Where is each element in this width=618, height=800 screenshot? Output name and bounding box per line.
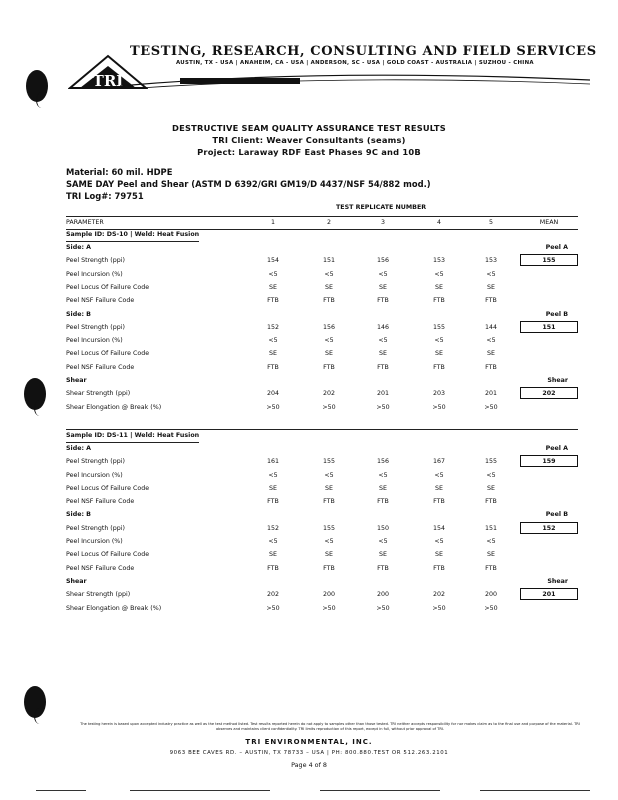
replicate-value: SE — [487, 350, 495, 358]
replicate-value: <5 — [268, 270, 278, 278]
replicate-value: 156 — [376, 257, 390, 265]
sample-title-row — [66, 229, 578, 241]
replicate-value: SE — [487, 283, 495, 291]
replicate-value: 153 — [432, 257, 446, 265]
replicate-value: <5 — [486, 538, 496, 545]
replicate-value: SE — [487, 484, 495, 492]
sample-title: Sample ID: DS-11 | Weld: Heat Fusion — [66, 430, 199, 443]
replicate-value: FTB — [433, 498, 445, 506]
table-row — [66, 255, 578, 267]
parameter-name: Shear Strength (ppi) — [66, 591, 131, 599]
replicate-value: <5 — [324, 471, 334, 479]
table-row — [66, 322, 578, 334]
mean-label: Shear — [547, 377, 568, 384]
replicate-value: SE — [379, 350, 387, 358]
replicate-value: SE — [487, 551, 495, 559]
replicate-value: 201 — [376, 390, 390, 398]
page-number: Page 4 of 8 — [291, 761, 327, 769]
replicate-value: <5 — [324, 270, 334, 278]
replicate-value: FTB — [323, 564, 335, 572]
replicate-value: >50 — [266, 604, 280, 612]
replicate-value: FTB — [323, 297, 335, 305]
mean-label: Peel B — [545, 310, 568, 318]
replicate-value: <5 — [324, 337, 334, 345]
table-row — [66, 362, 578, 374]
parameter-name: Peel Locus Of Failure Code — [66, 283, 150, 291]
replicate-value: 200 — [322, 591, 336, 599]
parameter-name: Shear Strength (ppi) — [66, 390, 131, 398]
replicate-value: 155 — [322, 524, 336, 532]
replicate-value: SE — [269, 283, 277, 291]
table-row — [66, 269, 578, 281]
section-label: Side: A — [66, 444, 92, 452]
replicate-value: SE — [325, 283, 333, 291]
replicate-value: SE — [435, 484, 443, 492]
replicate-value: 151 — [322, 257, 336, 265]
report-titles — [0, 122, 618, 158]
replicate-value: 152 — [266, 323, 280, 331]
table-row — [66, 470, 578, 482]
mean-label: Peel B — [545, 511, 568, 519]
replicate-value: <5 — [378, 337, 388, 345]
replicate-col-header: 4 — [436, 219, 441, 226]
replicate-value: 155 — [432, 323, 446, 331]
table-row — [66, 483, 578, 495]
parameter-name: Peel Strength (ppi) — [66, 524, 125, 532]
replicate-value: 202 — [322, 390, 336, 398]
table-row — [66, 456, 578, 468]
sample-title-row — [66, 430, 578, 442]
section-label: Side: B — [66, 310, 91, 318]
replicate-value: 153 — [484, 257, 498, 265]
table-row — [66, 563, 578, 575]
mean-value-box: 155 — [520, 254, 578, 266]
binder-hole-tail — [36, 92, 47, 108]
replicate-value: 151 — [484, 524, 498, 532]
replicate-value: >50 — [322, 403, 336, 411]
table-row — [66, 496, 578, 508]
replicate-value: 150 — [376, 524, 390, 532]
replicate-value: >50 — [322, 604, 336, 612]
bottom-edge-line — [36, 790, 86, 791]
replicate-value: SE — [325, 484, 333, 492]
parameter-name: Peel Strength (ppi) — [66, 458, 125, 466]
replicate-value: FTB — [377, 297, 389, 305]
section-header-row — [66, 242, 578, 254]
mean-value-box: 152 — [520, 522, 578, 534]
parameter-name: Peel Locus Of Failure Code — [66, 484, 150, 492]
replicate-value: <5 — [434, 337, 444, 345]
replicate-value: >50 — [432, 403, 446, 411]
table-row — [66, 402, 578, 414]
replicate-value: 161 — [266, 458, 280, 466]
replicate-value: >50 — [484, 604, 498, 612]
table-row — [66, 603, 578, 615]
replicate-value: 204 — [266, 390, 280, 398]
replicate-value: <5 — [378, 538, 388, 545]
sample-title: Sample ID: DS-10 | Weld: Heat Fusion — [66, 229, 199, 242]
replicate-value: <5 — [434, 471, 444, 479]
client-line: TRI Client: Weaver Consultants (seams) — [212, 135, 406, 145]
bottom-edge-line — [130, 790, 270, 791]
parameter-name: Shear Elongation @ Break (%) — [66, 403, 162, 411]
log-number: TRI Log#: 79751 — [66, 191, 144, 201]
parameter-name: Shear Elongation @ Break (%) — [66, 604, 162, 612]
section-header-row — [66, 576, 578, 588]
table-row — [66, 536, 578, 548]
mean-value-box: 159 — [520, 455, 578, 467]
section-header-row — [66, 509, 578, 521]
binder-hole-tail — [34, 400, 45, 416]
parameter-name: Peel Strength (ppi) — [66, 323, 125, 331]
replicate-value: <5 — [268, 337, 278, 345]
replicate-value: 200 — [376, 591, 390, 599]
material-line: Material: 60 mil. HDPE — [66, 167, 173, 177]
replicate-value: 203 — [432, 390, 446, 398]
mean-label: Shear — [547, 577, 568, 585]
replicate-value: <5 — [486, 270, 496, 278]
replicate-value: SE — [379, 283, 387, 291]
parameter-name: Peel NSF Failure Code — [66, 564, 135, 572]
parameter-name: Peel Incursion (%) — [66, 270, 123, 278]
replicate-value: <5 — [434, 270, 444, 278]
replicate-value: 200 — [484, 591, 498, 599]
table-row — [66, 388, 578, 400]
section-header-row — [66, 309, 578, 321]
replicate-value: FTB — [377, 498, 389, 506]
replicate-value: <5 — [486, 337, 496, 345]
replicate-value: <5 — [324, 538, 334, 545]
table-row — [66, 549, 578, 561]
section-label: Shear — [66, 577, 87, 585]
replicate-value: FTB — [377, 564, 389, 572]
replicate-header: TEST REPLICATE NUMBER — [336, 204, 427, 211]
section-label: Side: B — [66, 511, 91, 519]
replicate-value: >50 — [266, 403, 280, 411]
section-label: Side: A — [66, 244, 92, 251]
table-row — [66, 523, 578, 535]
parameter-name: Peel Incursion (%) — [66, 337, 123, 345]
replicate-value: SE — [325, 551, 333, 559]
bottom-edge-line — [320, 790, 440, 791]
replicate-value: FTB — [485, 564, 497, 572]
parameter-name: Peel Incursion (%) — [66, 538, 123, 545]
replicate-value: FTB — [267, 363, 279, 371]
replicate-col-header: 1 — [270, 219, 275, 226]
method-line: SAME DAY Peel and Shear (ASTM D 6392/GRI GM19/D 4437/NSF 54/882 mod.) — [66, 179, 431, 189]
replicate-value: <5 — [378, 471, 388, 479]
section-label: Shear — [66, 377, 87, 384]
parameter-name: Peel Incursion (%) — [66, 471, 123, 479]
office-locations: AUSTIN, TX - USA | ANAHEIM, CA - USA | ANDERSON, SC - USA | GOLD COAST - AUSTRALIA | SUZHOU - CHINA — [176, 60, 534, 66]
replicate-value: SE — [435, 350, 443, 358]
table-row — [66, 348, 578, 360]
replicate-value: FTB — [433, 363, 445, 371]
replicate-value: <5 — [486, 471, 496, 479]
replicate-value: >50 — [376, 604, 390, 612]
mean-label: Peel A — [545, 244, 568, 251]
logo-text: TRI — [92, 72, 124, 90]
replicate-value: <5 — [268, 471, 278, 479]
parameter-name: Peel NSF Failure Code — [66, 297, 135, 305]
replicate-value: 156 — [376, 458, 390, 466]
replicate-value: 154 — [432, 524, 446, 532]
replicate-value: FTB — [485, 297, 497, 305]
table-row — [66, 335, 578, 347]
replicate-value: 201 — [484, 390, 498, 398]
replicate-value: 202 — [266, 591, 280, 599]
replicate-col-header: 3 — [380, 219, 385, 226]
parameter-name: Peel Locus Of Failure Code — [66, 551, 150, 559]
table-header-row — [66, 216, 578, 230]
replicate-value: FTB — [323, 498, 335, 506]
section-header-row — [66, 443, 578, 455]
mean-value-box: 151 — [520, 321, 578, 333]
replicate-value: SE — [269, 350, 277, 358]
section-header-row — [66, 375, 578, 387]
project-line: Project: Laraway RDF East Phases 9C and 10B — [197, 147, 421, 157]
replicate-value: FTB — [323, 363, 335, 371]
replicate-value: 167 — [432, 458, 446, 466]
replicate-value: 146 — [376, 323, 390, 331]
parameter-name: Peel NSF Failure Code — [66, 498, 135, 506]
footer-company-name: TRI ENVIRONMENTAL, INC. — [245, 738, 373, 746]
replicate-value: >50 — [376, 403, 390, 411]
replicate-value: 154 — [266, 257, 280, 265]
replicate-value: FTB — [267, 297, 279, 305]
table-row — [66, 589, 578, 601]
report-title: DESTRUCTIVE SEAM QUALITY ASSURANCE TEST RESULTS — [172, 123, 446, 133]
replicate-value: SE — [379, 551, 387, 559]
binder-hole-tail — [34, 708, 45, 724]
parameter-name: Peel NSF Failure Code — [66, 363, 135, 371]
replicate-value: FTB — [377, 363, 389, 371]
bottom-edge-line — [480, 790, 590, 791]
replicate-value: FTB — [485, 498, 497, 506]
letterhead-swoosh — [120, 66, 590, 90]
replicate-col-header: 2 — [326, 219, 331, 226]
mean-value-box: 202 — [520, 387, 578, 399]
footer-address: 9063 BEE CAVES RD. – AUSTIN, TX 78733 – USA | PH: 800.880.TEST OR 512.263.2101 — [169, 750, 449, 756]
replicate-col-header: 5 — [488, 219, 493, 226]
parameter-name: Peel Strength (ppi) — [66, 257, 125, 265]
replicate-value: FTB — [485, 363, 497, 371]
company-name: TESTING, RESEARCH, CONSULTING AND FIELD SERVICES — [130, 44, 597, 59]
parameter-header: PARAMETER — [66, 219, 104, 226]
replicate-value: >50 — [484, 403, 498, 411]
replicate-value: >50 — [432, 604, 446, 612]
replicate-value: <5 — [268, 538, 278, 545]
replicate-value: 156 — [322, 323, 336, 331]
replicate-value: SE — [269, 551, 277, 559]
replicate-value: <5 — [434, 538, 444, 545]
replicate-value: 155 — [484, 458, 498, 466]
replicate-value: FTB — [433, 297, 445, 305]
replicate-value: SE — [325, 350, 333, 358]
table-row — [66, 295, 578, 307]
replicate-value: 144 — [484, 323, 498, 331]
replicate-value: <5 — [378, 270, 388, 278]
replicate-value: SE — [269, 484, 277, 492]
replicate-value: 152 — [266, 524, 280, 532]
replicate-value: FTB — [433, 564, 445, 572]
replicate-value: SE — [435, 283, 443, 291]
replicate-value: FTB — [267, 498, 279, 506]
mean-col-header: MEAN — [539, 219, 559, 226]
mean-label: Peel A — [545, 444, 568, 452]
disclaimer-text: The testing herein is based upon accepted industry practice as well as the test method listed. Test results reported herein do not apply to samples other than those tested. TRI neither accepts responsibility for nor makes claim as to the final use and purpose of the material. TRI observes and maintains client confidentiality. TRI limits reproduction of this report, except in full, without prior approval of TRI. — [80, 722, 580, 731]
parameter-name: Peel Locus Of Failure Code — [66, 350, 150, 358]
material-info — [66, 166, 431, 202]
replicate-value: 155 — [322, 458, 336, 466]
replicate-value: FTB — [267, 564, 279, 572]
mean-value-box: 201 — [520, 588, 578, 600]
table-row — [66, 282, 578, 294]
replicate-value: 202 — [432, 591, 446, 599]
replicate-value: SE — [435, 551, 443, 559]
replicate-value: SE — [379, 484, 387, 492]
